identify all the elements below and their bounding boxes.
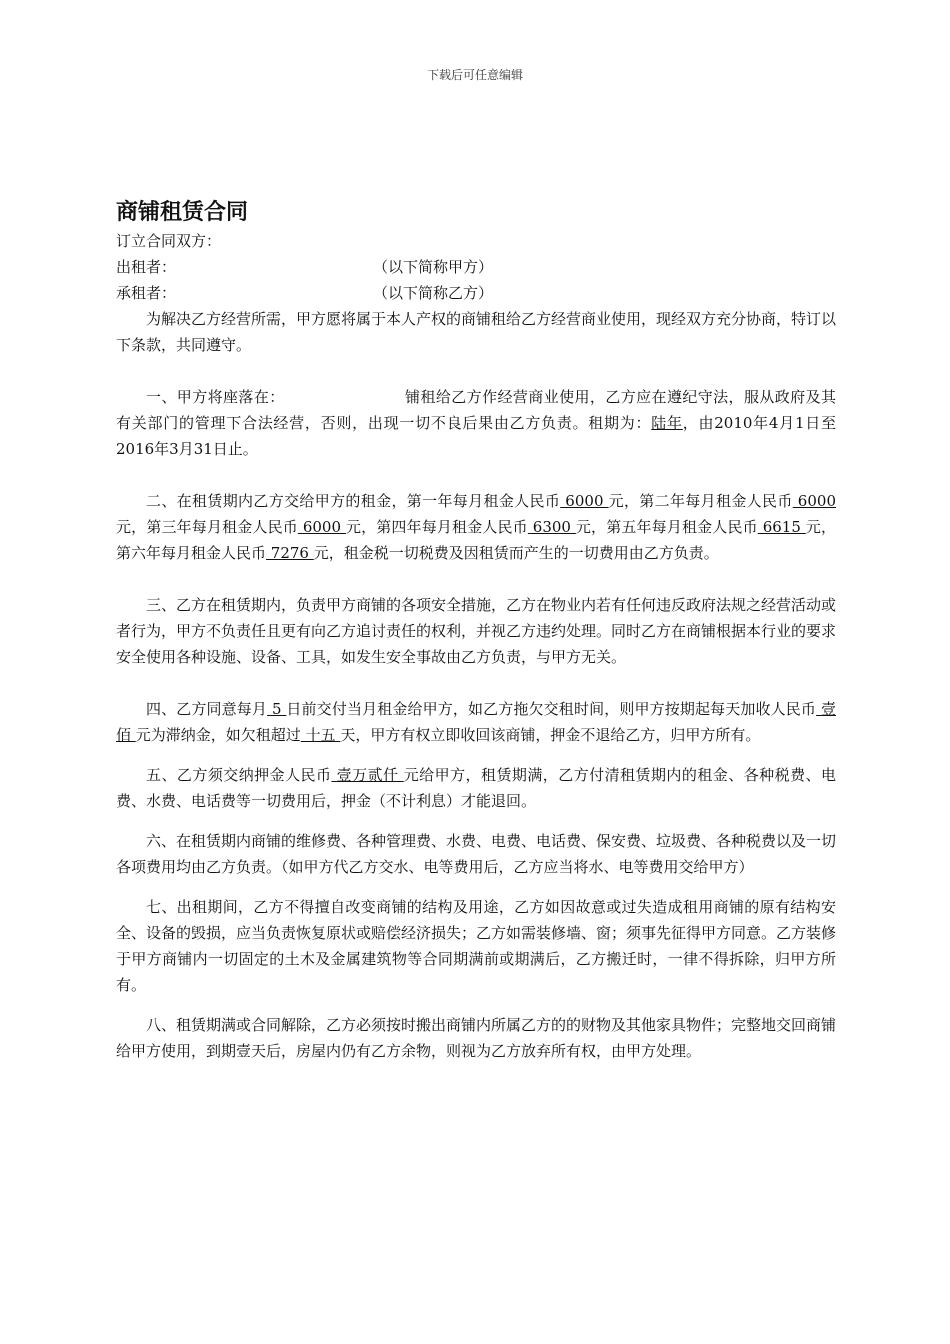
- lessor-note: （以下简称甲方）: [373, 258, 494, 276]
- clause-2: [116, 488, 836, 566]
- late-fee: 壹佰: [116, 700, 836, 744]
- clause-4-text: 日前交付当月租金给甲方，如乙方拖欠交租时间，则甲方按期起每天加收人民币: [286, 700, 817, 718]
- header-note: 下载后可任意编辑: [426, 68, 523, 82]
- rent-year-5: 6615: [757, 518, 806, 536]
- contract-body: [116, 198, 836, 1064]
- lessee-label: 承租者：: [116, 284, 177, 302]
- clause-7: 七、出租期间，乙方不得擅自改变商铺的结构及用途，乙方如因故意或过失造成租用商铺的原有结构安全、设备的毁损，应当负责恢复原状或赔偿经济损失；乙方如需装修墙、窗；须事先征得甲方同意。乙方装修于甲方商铺内一切固定的土木及金属建筑物等合同期满前或期满后，乙方搬迁时，一律不得拆除，归甲方所有。: [116, 898, 837, 994]
- clause-1-text-a: 一、甲方将座落在：: [146, 388, 285, 406]
- clause-4-text: 天，甲方有权立即收回该商铺，押金不退给乙方，归甲方所有。: [340, 726, 761, 744]
- clause-4-text: 四、乙方同意每月: [146, 700, 268, 718]
- clause-1-text-b: 铺租给乙方作经营商业使用，乙方应在遵纪守法，服从政府及其有关部门的管理下合法经营，否则，出现一切不良后果由乙方负责。租期为：: [116, 388, 836, 432]
- rent-year-6: 7276: [266, 544, 314, 562]
- overdue-days: 十五: [300, 726, 341, 744]
- clause-2-text: 元，第四年每月租金人民币: [345, 518, 528, 536]
- rent-due-day: 5: [267, 700, 287, 718]
- preamble: 为解决乙方经营所需，甲方愿将属于本人产权的商铺租给乙方经营商业使用，现经双方充分协商，特订以下条款，共同遵守。: [116, 310, 837, 354]
- clause-6: 六、在租赁期内商铺的维修费、各种管理费、水费、电费、电话费、保安费、垃圾费、各种税费以及一切各项费用均由乙方负责。（如甲方代乙方交水、电等费用后，乙方应当将水、电等费用交给甲方）: [116, 832, 837, 876]
- clause-5-text: 五、乙方须交纳押金人民币: [146, 766, 332, 784]
- rent-year-3: 6000: [297, 518, 346, 536]
- rent-year-1: 6000: [560, 492, 609, 510]
- rent-year-2: 6000: [792, 492, 836, 510]
- lessor-line: [116, 254, 836, 280]
- lessee-note: （以下简称乙方）: [373, 284, 494, 302]
- clause-5: [116, 762, 836, 814]
- lessor-label: 出租者：: [116, 258, 177, 276]
- rent-year-4: 6300: [527, 518, 576, 536]
- lease-term: 陆年: [651, 414, 683, 432]
- clause-2-text: 元，第三年每月租金人民币: [116, 518, 298, 536]
- lessee-line: [116, 280, 836, 306]
- clause-1-text-c: ，由2010年4月1日至2016年3月31日止。: [116, 414, 836, 458]
- deposit-amount: 壹万贰仟: [331, 766, 404, 784]
- parties-intro: 订立合同双方：: [116, 232, 222, 250]
- contract-title: 商铺租赁合同: [116, 200, 249, 225]
- clause-4: [116, 696, 836, 748]
- clause-2-text: 元，第二年每月租金人民币: [608, 492, 793, 510]
- clause-2-text: 元，第五年每月租金人民币: [575, 518, 758, 536]
- clause-2-text: 元，第六年每月租金人民币: [116, 518, 836, 562]
- clause-5-text: 元给甲方，租赁期满，乙方付清租赁期内的租金、各种税费、电费、水费、电话费等一切费用后，押金（不计利息）才能退回。: [116, 766, 836, 810]
- clause-3: 三、乙方在租赁期内，负责甲方商铺的各项安全措施，乙方在物业内若有任何违反政府法规之经营活动或者行为，甲方不负责任且更有向乙方追讨责任的权利，并视乙方违约处理。同时乙方在商铺根据本行业的要求安全使用各种设施、设备、工具，如发生安全事故由乙方负责，与甲方无关。: [116, 596, 837, 666]
- clause-1: [116, 384, 836, 462]
- clause-8: 八、租赁期满或合同解除，乙方必须按时搬出商铺内所属乙方的的财物及其他家具物件；完整地交回商铺给甲方使用，到期壹天后，房屋内仍有乙方余物，则视为乙方放弃所有权，由甲方处理。: [116, 1016, 837, 1060]
- clause-2-text: 二、在租赁期内乙方交给甲方的租金，第一年每月租金人民币: [146, 492, 561, 510]
- clause-2-text: 元，租金税一切税费及因租赁而产生的一切费用由乙方负责。: [313, 544, 719, 562]
- clause-4-text: 元为滞纳金，如欠租超过: [135, 726, 301, 744]
